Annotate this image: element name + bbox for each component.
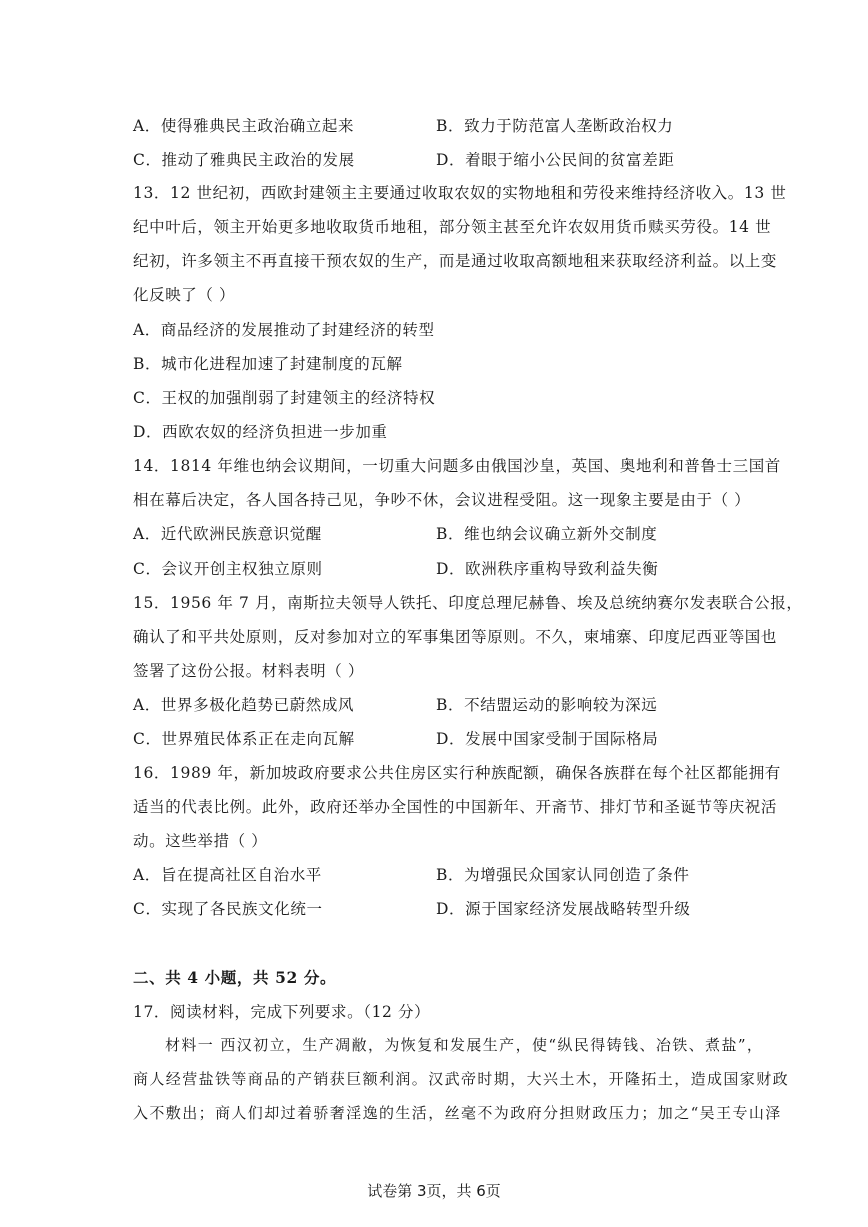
q13-option-b: B．城市化进程加速了封建制度的瓦解 (133, 355, 403, 373)
q15-option-a: A．世界多极化趋势已蔚然成风 (133, 696, 355, 714)
q14-option-b: B．维也纳会议确立新外交制度 (436, 525, 658, 543)
q16-stem-line-2: 适当的代表比例。此外，政府还举办全国性的中国新年、开斋节、排灯节和圣诞节等庆祝活 (133, 798, 778, 816)
q14-stem-line-2: 相在幕后决定，各人国各持己见，争吵不休，会议进程受阻。这一现象主要是由于（ ） (133, 491, 751, 509)
q17-stem: 17．阅读材料，完成下列要求。（12 分） (133, 1003, 431, 1021)
q13-stem-line-2: 纪中叶后，领主开始更多地收取货币地租，部分领主甚至允许农奴用货币赎买劳役。14 世 (133, 218, 772, 236)
page-footer: 试卷第 3页，共 6页 (367, 1182, 501, 1200)
q16-option-c: C．实现了各民族文化统一 (133, 900, 323, 918)
q12-option-a: A．使得雅典民主政治确立起来 (133, 117, 355, 135)
section-2-heading: 二、共 4 小题，共 52 分。 (133, 968, 337, 987)
q13-option-a: A．商品经济的发展推动了封建经济的转型 (133, 321, 435, 339)
q16-option-d: D．源于国家经济发展战略转型升级 (436, 900, 691, 918)
q17-material-line-2: 商人经营盐铁等商品的产销获巨额利润。汉武帝时期，大兴土木，开隆拓土，造成国家财政 (133, 1070, 790, 1088)
q17-material-line-3: 入不敷出；商人们却过着骄奢淫逸的生活，丝毫不为政府分担财政压力；加之“吴王专山泽 (133, 1104, 782, 1122)
q16-option-b: B．为增强民众国家认同创造了条件 (436, 866, 690, 884)
q16-stem-line-3: 动。这些举措（ ） (133, 832, 268, 850)
q13-stem-line-1: 13．12 世纪初，西欧封建领主主要通过收取农奴的实物地租和劳役来维持经济收入。13 世 (133, 184, 787, 202)
q13-stem-line-3: 纪初，许多领主不再直接干预农奴的生产，而是通过收取高额地租来获取经济利益。以上变 (133, 252, 778, 270)
q15-option-c: C．世界殖民体系正在走向瓦解 (133, 730, 355, 748)
q12-option-d: D．着眼于缩小公民间的贫富差距 (436, 151, 675, 169)
q17-material-line-1: 材料一 西汉初立，生产凋敝，为恢复和发展生产，使“纵民得铸钱、冶铁、煮盐”， (165, 1036, 764, 1054)
q13-option-c: C．王权的加强削弱了封建领主的经济特权 (133, 389, 436, 407)
q15-option-b: B．不结盟运动的影响较为深远 (436, 696, 658, 714)
q15-stem-line-3: 签署了这份公报。材料表明（ ） (133, 662, 364, 680)
q13-stem-line-4: 化反映了（ ） (133, 286, 236, 304)
q15-stem-line-1: 15．1956 年 7 月，南斯拉夫领导人铁托、印度总理尼赫鲁、埃及总统纳赛尔发表联合公报， (133, 594, 803, 612)
q12-option-c: C．推动了雅典民主政治的发展 (133, 151, 355, 169)
q14-option-a: A．近代欧洲民族意识觉醒 (133, 525, 322, 543)
q12-option-b: B．致力于防范富人垄断政治权力 (436, 117, 674, 135)
q14-stem-line-1: 14．1814 年维也纳会议期间，一切重大问题多由俄国沙皇，英国、奥地利和普鲁士三国首 (133, 457, 781, 475)
q15-option-d: D．发展中国家受制于国际格局 (436, 730, 659, 748)
q13-option-d: D．西欧农奴的经济负担进一步加重 (133, 423, 388, 441)
q16-option-a: A．旨在提高社区自治水平 (133, 866, 322, 884)
q16-stem-line-1: 16．1989 年，新加坡政府要求公共住房区实行种族配额，确保各族群在每个社区都能拥有 (133, 764, 781, 782)
q14-option-c: C．会议开创主权独立原则 (133, 560, 323, 578)
q15-stem-line-2: 确认了和平共处原则，反对参加对立的军事集团等原则。不久，柬埔寨、印度尼西亚等国也 (133, 628, 778, 646)
q14-option-d: D．欧洲秩序重构导致利益失衡 (436, 560, 659, 578)
